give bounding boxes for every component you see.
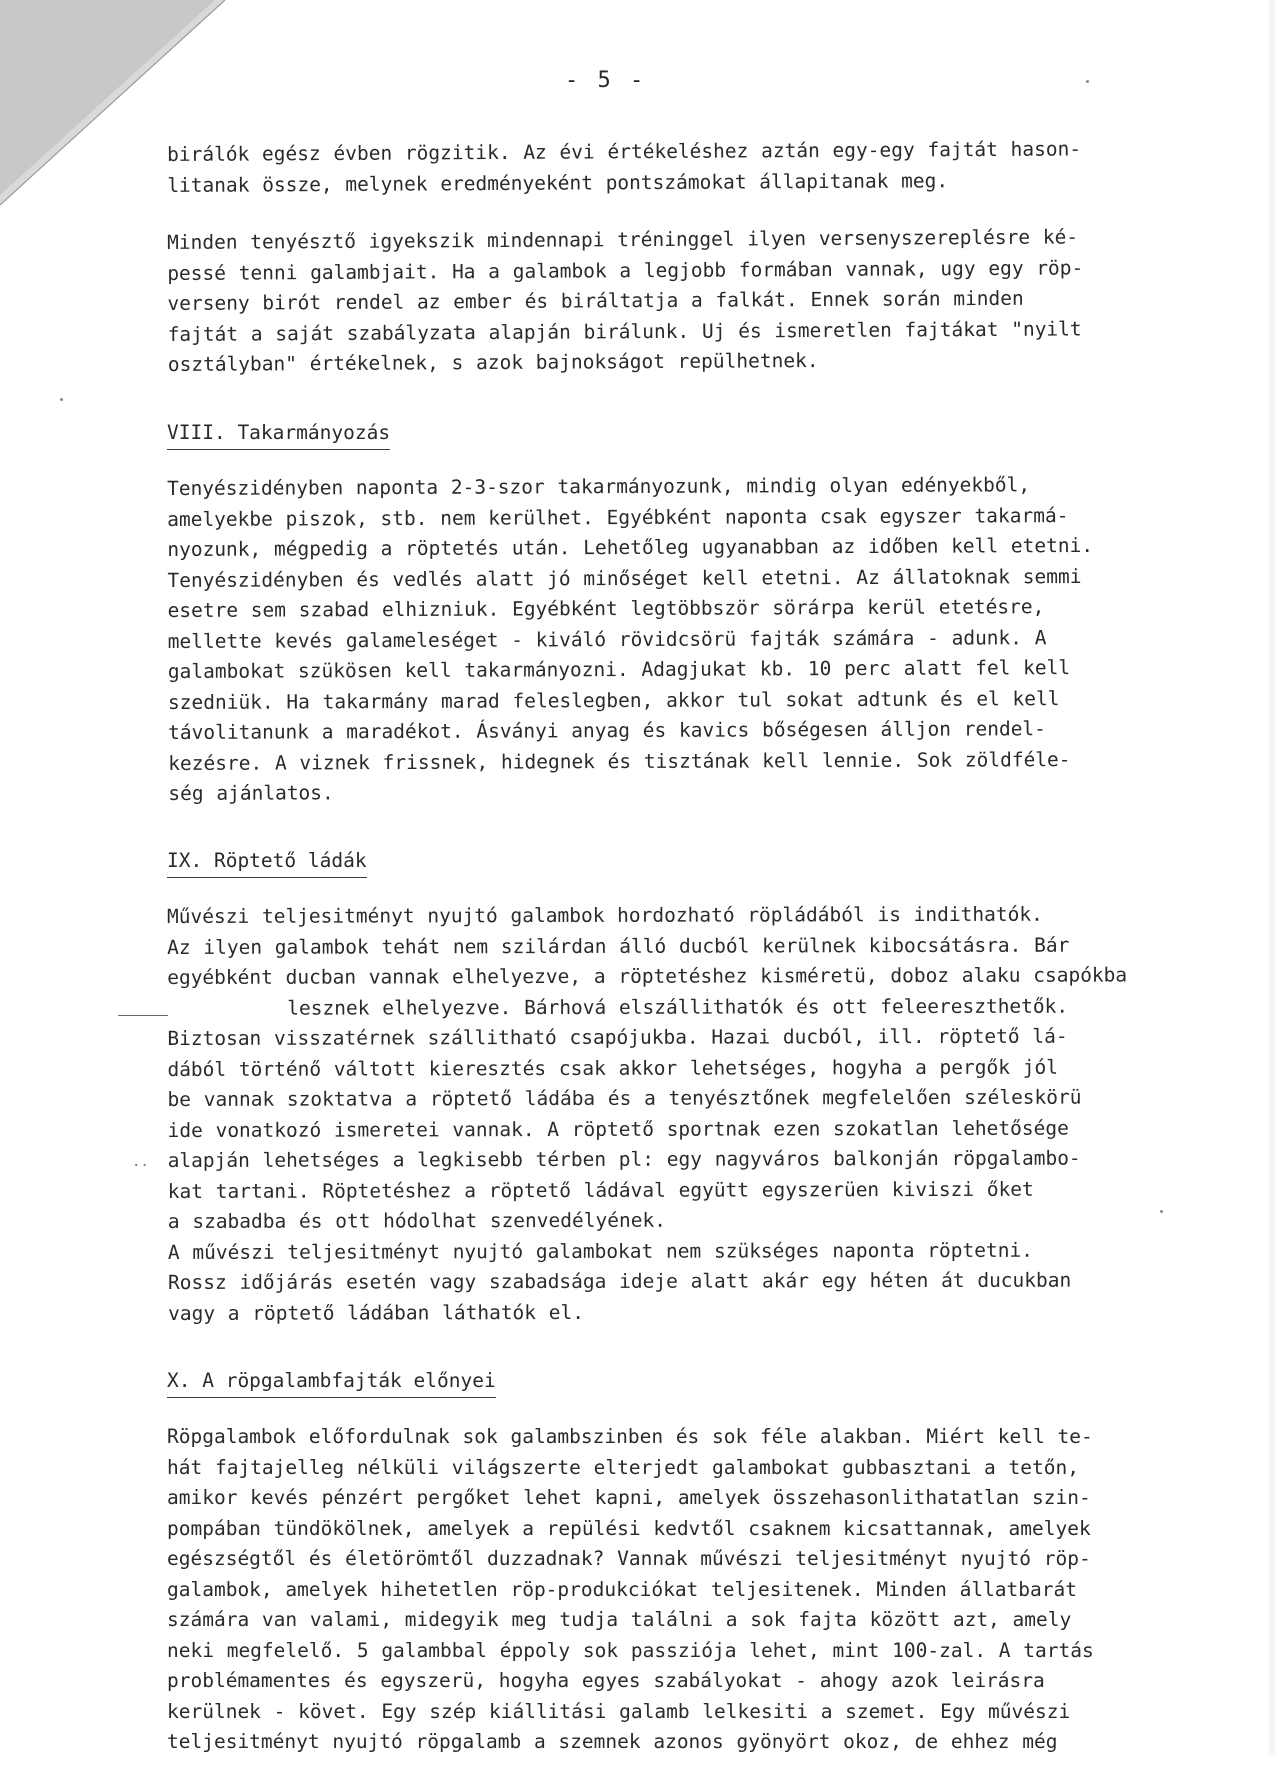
- text-line: szedniük. Ha takarmány marad feleslegben, akkor tul sokat adtunk és el kell: [167, 686, 1060, 713]
- text-line: litanak össze, melynek eredményeként pontszámokat állapitanak meg.: [167, 168, 949, 197]
- text-line: amikor kevés pénzért pergőket lehet kapni, amelyek összehasonlithatatlan szin-: [167, 1486, 1091, 1509]
- text-line: Biztosan visszatérnek szállitható csapójukba. Hazai ducból, ill. röptető lá-: [167, 1024, 1068, 1050]
- section-heading-roptetoladak: IX. Röptető ládák: [167, 846, 367, 878]
- document-body: [167, 137, 1157, 1785]
- section-body-roptetoladak: [167, 899, 1158, 1329]
- text-line: nyozunk, mégpedig a röptetés után. Lehetőleg ugyanabban az időben kell etetni.: [167, 533, 1094, 561]
- text-line: neki megfelelő. 5 galambbal éppoly sok passziója lehet, mint 100-zal. A tartás: [167, 1638, 1094, 1662]
- margin-mark: [118, 1015, 168, 1016]
- text-line: osztályban" értékelnek, s azok bajnokságot repülhetnek.: [167, 349, 819, 376]
- text-line: esetre sem szabad elhizniuk. Egyébként legtöbbször sörárpa kerül etetésre,: [167, 594, 1045, 622]
- text-line: Minden tenyésztő igyekszik mindennapi tréninggel ilyen versenyszereplésre ké-: [167, 225, 1079, 254]
- text-line: Tenyészidényben és vedlés alatt jó minőséget kell etetni. Az állatoknak semmi: [167, 564, 1082, 591]
- text-line: dából történő váltott kieresztés csak akkor lehetséges, hogyha a pergők jól: [167, 1055, 1058, 1081]
- text-line: Rossz időjárás esetén vagy szabadsága ideje alatt akár egy héten át ducukban: [167, 1268, 1072, 1294]
- text-line: lesznek elhelyezve. Bárhová elszállithatók és ott feleereszthetők.: [287, 994, 1069, 1020]
- text-line: kerülnek - követ. Egy szép kiállitási galamb lelkesiti a szemet. Egy művészi: [167, 1699, 1071, 1723]
- section-body-elonyei: [167, 1422, 1157, 1758]
- text-line: galambok, amelyek hihetetlen röp-produkciókat teljesitenek. Minden állatbarát: [167, 1577, 1077, 1601]
- text-line: távolitanunk a maradékot. Ásványi anyag és kavics bőségesen álljon rendel-: [168, 716, 1046, 744]
- section-heading-elonyei: X. A röpgalambfajták előnyei: [167, 1366, 496, 1398]
- text-line: pessé tenni galambjait. Ha a galambok a legjobb formában vannak, ugy egy röp-: [167, 255, 1084, 285]
- text-line: problémamentes és egyszerü, hogyha egyes szabályokat - ahogy azok leirásra: [167, 1669, 1045, 1692]
- text-line: ség ajánlatos.: [168, 780, 334, 805]
- text-line: kezésre. A viznek frissnek, hidegnek és tisztának kell lennie. Sok zöldféle-: [168, 747, 1071, 774]
- text-line: vagy a röptető ládában láthatók el.: [168, 1300, 585, 1325]
- section-body-takarmanyozas: [167, 469, 1158, 809]
- text-line: számára van valami, midegyik meg tudja találni a sok fajta között azt, amely: [167, 1608, 1072, 1631]
- text-line: be vannak szoktatva a röptető ládába és a tenyésztőnek megfelelően széleskörü: [167, 1085, 1082, 1111]
- text-line: Röpgalambok előfordulnak sok galambszinben és sok féle alakban. Miért kell te-: [167, 1425, 1093, 1448]
- text-line: galambokat szükösen kell takarmányozni. Adagjukat kb. 10 perc alatt fel kell: [167, 655, 1071, 683]
- text-line: verseny birót rendel az ember és biráltatja a falkát. Ennek során minden: [167, 286, 1024, 315]
- page-number: - 5 -: [565, 68, 647, 93]
- text-line: a szabadba és ott hódolhat szenvedélyének.: [167, 1208, 666, 1233]
- text-line: pompában tündökölnek, amelyek a repülési kedvtől csaknem kicsattannak, amelyek: [167, 1516, 1091, 1540]
- scan-speck: [60, 398, 63, 401]
- text-line: mellette kevés galameleséget - kiváló rövidcsörü fajták számára - adunk. A: [167, 625, 1047, 652]
- paragraph-intro-continuation: [167, 134, 1157, 201]
- section-heading-takarmanyozas: VIII. Takarmányozás: [167, 418, 390, 450]
- text-line: fajtát a saját szabályzata alapján birálunk. Uj és ismeretlen fajtákat "nyilt: [167, 316, 1082, 346]
- text-line: egészségtől és életörömtől duzzadnak? Vannak művészi teljesitményt nyujtó röp-: [167, 1547, 1091, 1570]
- text-line: amelyekbe piszok, stb. nem kerülhet. Egyébként naponta csak egyszer takarmá-: [167, 503, 1069, 530]
- text-line: kat tartani. Röptetéshez a röptető ládával együtt egyszerüen kiviszi őket: [167, 1177, 1034, 1203]
- text-line: birálók egész évben rögzitik. Az évi értékeléshez aztán egy-egy fajtát hason-: [167, 137, 1082, 166]
- scan-edge-shadow: [1269, 0, 1275, 1755]
- text-line: egyébként ducban vannak elhelyezve, a röptetéshez kisméretü, doboz alaku csapókba: [167, 963, 1128, 989]
- margin-dots: ··: [132, 1158, 149, 1174]
- text-line: teljesitményt nyujtó röpgalamb a szemnek azonos gyönyört okoz, de ehhez még: [167, 1730, 1058, 1753]
- text-line: ide vonatkozó ismeretei vannak. A röptető sportnak ezen szokatlan lehetősége: [167, 1116, 1069, 1142]
- text-line: Az ilyen galambok tehát nem szilárdan álló ducból kerülnek kibocsátásra. Bár: [167, 933, 1070, 959]
- text-line: Tenyészidényben naponta 2-3-szor takarmányozunk, mindig olyan edényekből,: [167, 472, 1031, 500]
- scan-speck: [1086, 80, 1089, 83]
- text-line: Művészi teljesitményt nyujtó galambok hordozható röpládából is indithatók.: [167, 902, 1043, 928]
- scan-speck: [1160, 1210, 1163, 1213]
- text-line: A művészi teljesitményt nyujtó galambokat nem szükséges naponta röptetni.: [167, 1238, 1033, 1264]
- text-line: hát fajtajelleg nélküli világszerte elterjedt galambokat gubbasztani a tetőn,: [167, 1455, 1079, 1479]
- paragraph-competition: [167, 222, 1158, 381]
- text-line: alapján lehetséges a legkisebb térben pl: egy nagyváros balkonján röpgalambo-: [167, 1146, 1081, 1172]
